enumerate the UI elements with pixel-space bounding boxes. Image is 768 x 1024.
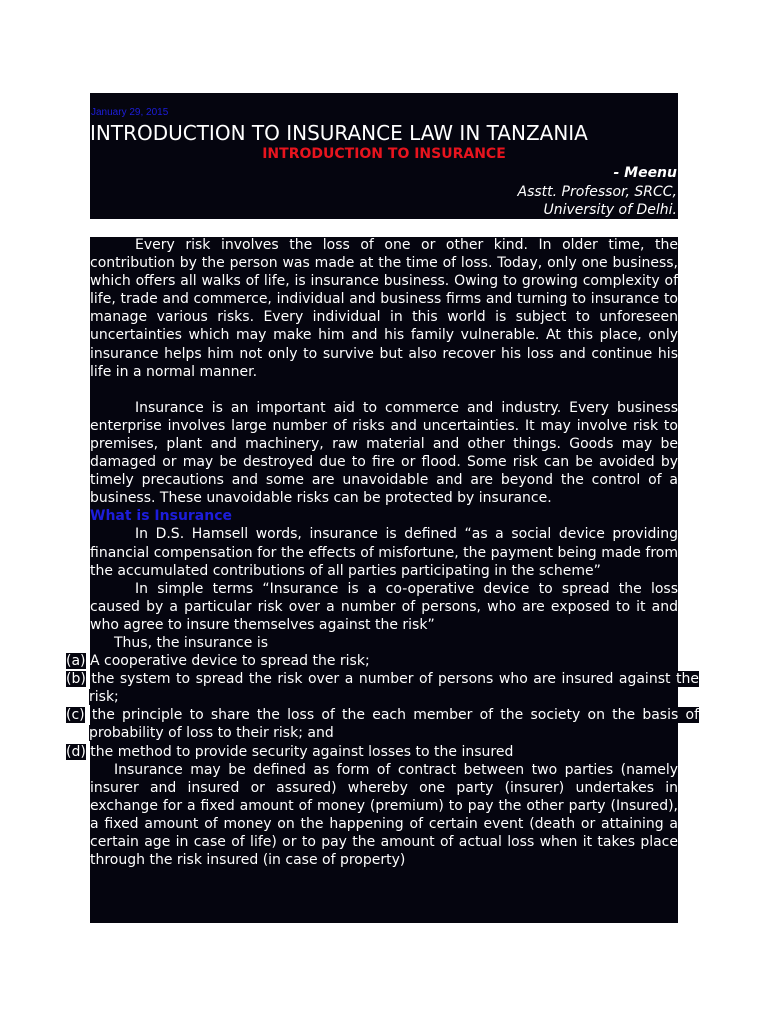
list-item — [66, 743, 699, 761]
paragraph-spacer — [90, 381, 678, 399]
list-item-text: the system to spread the risk over a number of persons who are insured against the risk; — [89, 671, 699, 706]
post-date: January 29, 2015 — [91, 107, 169, 118]
list-item — [66, 670, 699, 706]
list-item-text: the method to provide security against losses to the insured — [90, 743, 514, 760]
author-affiliation: University of Delhi. — [543, 202, 677, 218]
list-marker: (c) — [66, 707, 85, 724]
list-marker: (b) — [66, 671, 86, 688]
paragraph-1: Every risk involves the loss of one or other kind. In older time, the contribution by the person was made at the time of loss. Today, only one business, which offers all walks of life, is insurance business. Owing to growing complexity of life, trade and commerce, individual and business firms and turning to insurance to manage various risks. Every individual in this world is subject to unforeseen uncertainties which may make him and his family vulnerable. At this place, only insurance helps him not only to survive but also recover his loss and continue his life in a normal manner. — [90, 237, 678, 380]
paragraph-4: In simple terms “Insurance is a co-operative device to spread the loss caused by a particular risk over a number of persons, who are exposed to it and who agree to insure themselves against the risk” — [90, 580, 678, 633]
list-item-text: A cooperative device to spread the risk; — [89, 653, 370, 670]
section-heading-what-is-insurance: What is Insurance — [90, 508, 233, 525]
author-role: Asstt. Professor, SRCC, — [517, 183, 677, 200]
list-item-text: the principle to share the loss of the each member of the society on the basis of probability of loss to their risk; and — [89, 707, 699, 742]
list-marker: (d) — [66, 743, 86, 760]
list-marker: (a) — [66, 653, 86, 670]
author-name: - Meenu — [613, 165, 677, 181]
document-body — [66, 236, 699, 869]
author-block — [518, 164, 678, 220]
paragraph-6: Insurance may be defined as form of contract between two parties (namely insurer and insured or assured) whereby one party (insurer) undertakes in exchange for a fixed amount of money (premium) to pay the other party (Insured), a fixed amount of money on the happening of certain event (death or attaining a certain age in case of life) or to pay the amount of actual loss when it takes place through the risk insured (in case of property) — [90, 761, 678, 869]
paragraph-3: In D.S. Hamsell words, insurance is defined “as a social device providing financial compensation for the effects of misfortune, the payment being made from the accumulated contributions of all parties participating in the scheme” — [90, 526, 678, 579]
document-subtitle: INTRODUCTION TO INSURANCE — [262, 146, 506, 162]
page-title: INTRODUCTION TO INSURANCE LAW IN TANZANIA — [90, 121, 588, 145]
document-header — [90, 93, 678, 219]
list-item — [66, 652, 699, 670]
paragraph-5: Thus, the insurance is — [114, 634, 268, 651]
paragraph-2: Insurance is an important aid to commerce and industry. Every business enterprise involves large number of risks and uncertainties. It may involve risk to premises, plant and machinery, raw material and other things. Goods may be damaged or may be destroyed due to fire or flood. Some risk can be avoided by timely precautions and some are unavoidable and are beyond the control of a business. These unavoidable risks can be protected by insurance. — [90, 399, 678, 507]
list-item — [66, 706, 699, 742]
